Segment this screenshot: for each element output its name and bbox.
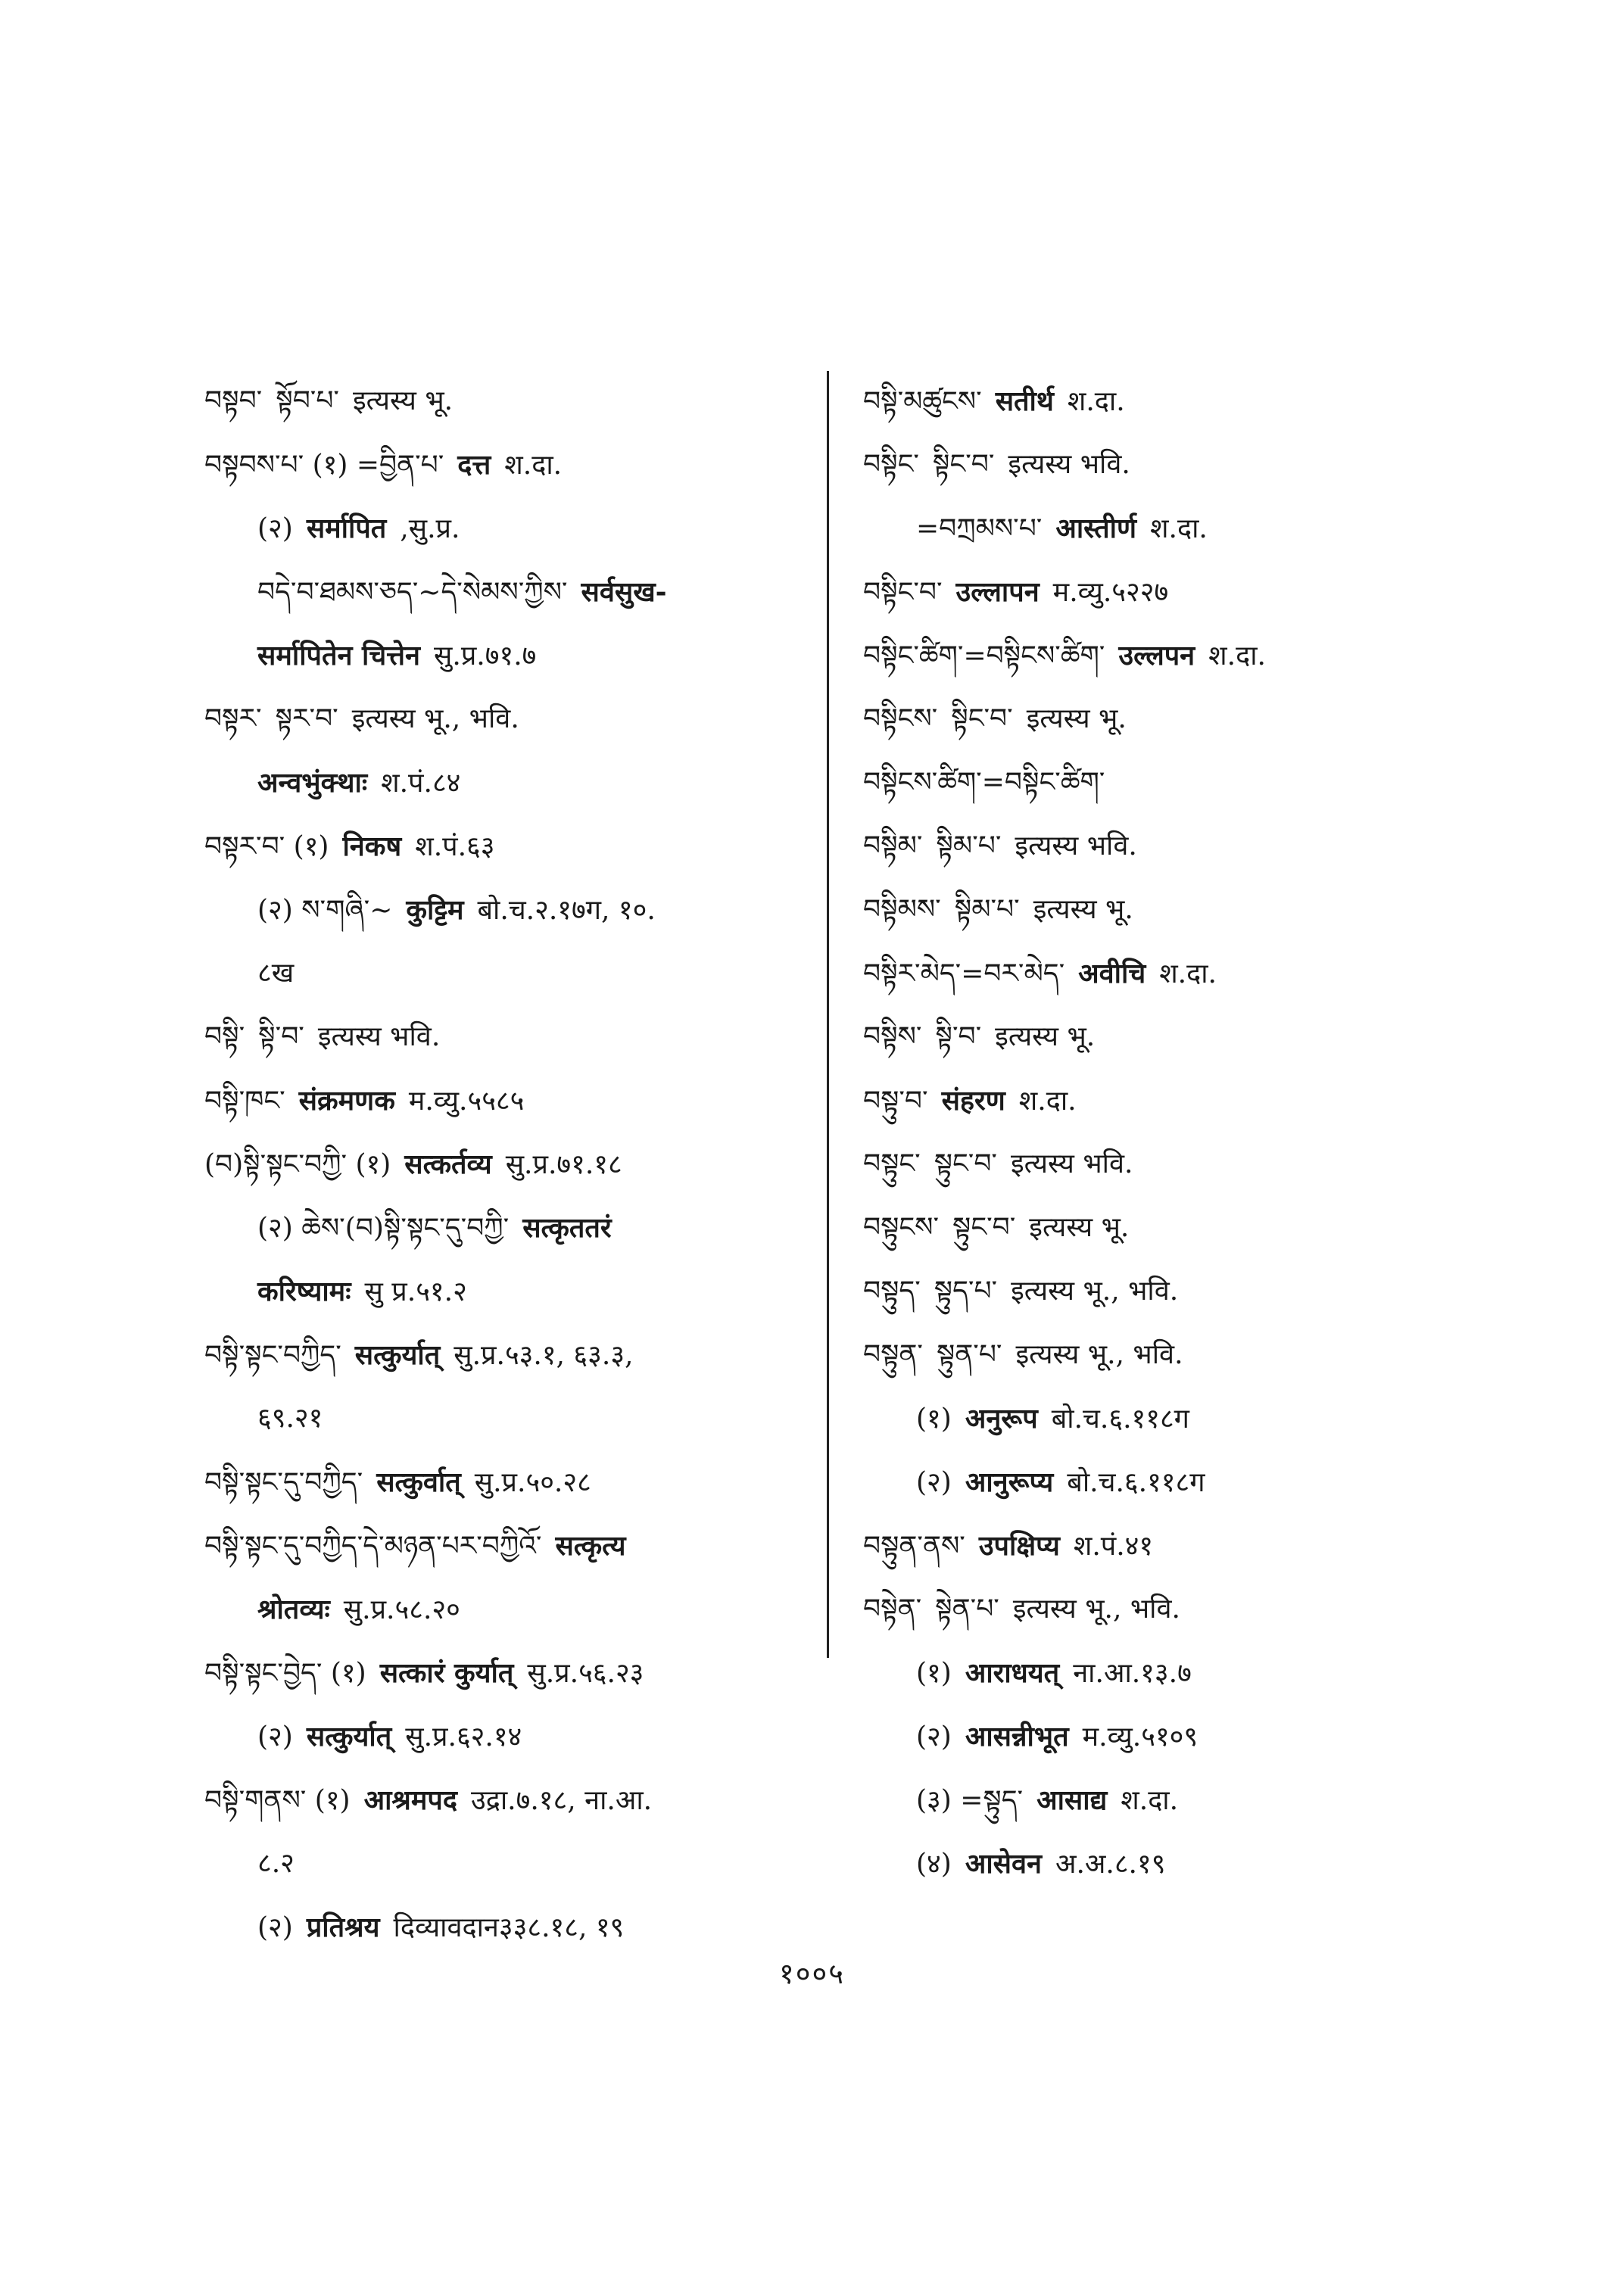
tibetan-headword: བསྟིང་བ་ (863, 577, 943, 608)
dictionary-entry (204, 1260, 825, 1323)
sanskrit-equivalent: सत्कृत्य (555, 1530, 626, 1562)
sanskrit-equivalent: उल्लापन (955, 576, 1040, 608)
dictionary-entry (863, 687, 1461, 751)
sanskrit-equivalent: सत्कुर्वात् (376, 1466, 461, 1498)
dictionary-entry (204, 560, 825, 624)
reference: बो.च.६.११८ग (1051, 1404, 1189, 1435)
reference: सु प्र.५१.२ (364, 1276, 467, 1307)
sanskrit-equivalent: आश्रमपद (363, 1784, 457, 1816)
reference: इत्यस्य भू., भवि. (1011, 1276, 1179, 1307)
sanskrit-equivalent: करिष्यामः (257, 1276, 351, 1307)
column-divider (827, 371, 829, 1658)
sanskrit-equivalent: आसाद्य (1036, 1784, 1108, 1816)
tibetan-root: སྟིང་བ་ (951, 703, 1013, 734)
dictionary-entry (204, 751, 825, 815)
dictionary-entry (204, 687, 825, 751)
dictionary-entry (863, 624, 1461, 687)
reference: इत्यस्य भू. (353, 385, 454, 416)
reference: उद्रा.७.१८, ना.आ. (470, 1785, 653, 1816)
sanskrit-equivalent: सत्कृततरं (522, 1212, 612, 1244)
tibetan-headword: བསྟི་སྟང་དུ་བཀྱིད་ (204, 1467, 363, 1498)
reference: इत्यस्य भू. (1033, 894, 1133, 925)
tibetan-root: སྟིམ་པ་ (954, 894, 1020, 925)
tibetan-headword: བསྟིམས་ (863, 894, 941, 925)
dictionary-entry (863, 751, 1461, 815)
tibetan-root: སྟུད་པ་ (934, 1276, 998, 1307)
dictionary-entry (204, 624, 825, 687)
reference: सु.प्र.७१.७ (434, 640, 537, 671)
tibetan-root: སྟིང་བ་ (932, 449, 995, 480)
dictionary-entry (204, 1896, 825, 1959)
dictionary-entry (863, 497, 1461, 560)
dictionary-entry (863, 1387, 1461, 1450)
sanskrit-equivalent: अवीचि (1078, 958, 1146, 989)
dictionary-entry (863, 1641, 1461, 1705)
reference: श.पं.८४ (381, 768, 461, 799)
reference: श.पं.६३ (415, 831, 495, 862)
dictionary-entry (863, 815, 1461, 878)
sanskrit-equivalent: सर्मापितेन चित्तेन (257, 640, 421, 671)
tibetan-headword: བསྟུང་ (863, 1148, 921, 1179)
reference: इत्यस्य भू. (995, 1021, 1096, 1052)
sanskrit-equivalent: आस्तीर्ण (1055, 512, 1137, 544)
tibetan-headword: (བ)སྟི་སྟང་བཀྱི་ (१) (204, 1149, 391, 1180)
dictionary-entry (863, 1514, 1461, 1578)
reference: बो.च.२.१७ग, १०. (477, 895, 656, 926)
reference: श.दा. (1018, 1086, 1077, 1117)
tibetan-headword: བསྟུན་ (863, 1339, 923, 1370)
tibetan-headword: བསྟི་སྟང་བཀྱིད་ (204, 1340, 341, 1371)
dictionary-entry (204, 1323, 825, 1387)
dictionary-entry (204, 942, 825, 1005)
reference: ८ख (257, 958, 295, 989)
reference: श.दा. (1150, 513, 1208, 544)
reference: ६९.२१ (257, 1403, 323, 1434)
tibetan-headword: བསྟིས་ (863, 1021, 922, 1052)
dictionary-entry (204, 1705, 825, 1768)
dictionary-entry (863, 1450, 1461, 1514)
sanskrit-equivalent: सत्कर्तव्य (404, 1148, 492, 1180)
dictionary-entry (204, 433, 825, 497)
tibetan-headword: བསྟུ་བ་ (863, 1086, 928, 1117)
dictionary-entry (204, 1387, 825, 1450)
reference: इत्यस्य भू. (1026, 703, 1127, 734)
reference: इत्यस्य भवि. (1011, 1148, 1133, 1179)
dictionary-entry (204, 878, 825, 942)
reference: श.पं.४१ (1073, 1531, 1154, 1562)
tibetan-headword: བསྟུན་ནས་ (863, 1531, 965, 1562)
tibetan-root: སྟེན་པ་ (935, 1594, 999, 1625)
dictionary-entry (863, 1132, 1461, 1196)
dictionary-entry (863, 942, 1461, 1005)
tibetan-headword: (१) (916, 1404, 952, 1435)
sanskrit-equivalent: उल्लपन (1118, 640, 1195, 671)
dictionary-entry (863, 1578, 1461, 1641)
reference: श.दा. (1121, 1785, 1179, 1816)
tibetan-root: སྟི་བ་ (258, 1021, 304, 1052)
reference: सु.प्र.५३.१, ६३.३, (454, 1340, 634, 1371)
dictionary-entry (204, 815, 825, 878)
tibetan-headword: བསྟར་ (204, 703, 262, 734)
dictionary-entry (204, 1768, 825, 1832)
reference: सु.प्र.५०.२८ (474, 1467, 591, 1498)
tibetan-headword: བསྟུད་ (863, 1276, 921, 1307)
tibetan-headword: བསྟིངས་ (863, 703, 938, 734)
sanskrit-equivalent: श्रोतव्यः (257, 1594, 330, 1625)
tibetan-headword: (२) (916, 1721, 952, 1752)
sanskrit-equivalent: अन्वभुंक्थाः (257, 767, 368, 799)
reference: श.दा. (1208, 640, 1266, 671)
reference: ८.२ (257, 1848, 295, 1879)
tibetan-headword: བསྟར་བ་ (१) (204, 831, 329, 862)
reference: म.व्यु.५२२७ (1052, 577, 1169, 608)
tibetan-headword: བསྟུངས་ (863, 1212, 940, 1243)
tibetan-headword: (१) (916, 1658, 952, 1689)
reference: म.व्यु.५५८५ (408, 1086, 525, 1117)
page-number: १००५ (778, 1957, 846, 1990)
tibetan-root: སྟུན་པ་ (936, 1339, 1002, 1370)
dictionary-entry (204, 1196, 825, 1260)
reference: श.दा. (1159, 958, 1217, 989)
reference: इत्यस्य भवि. (1008, 449, 1130, 480)
sanskrit-equivalent: संक्रमणक (298, 1085, 395, 1117)
reference: इत्यस्य भवि. (1015, 830, 1137, 861)
dictionary-entry (863, 1260, 1461, 1323)
right-column (863, 369, 1461, 1896)
tibetan-headword: =བཀྲམས་པ་ (916, 513, 1043, 544)
tibetan-headword: བསྟིར་མེད་=བར་མེད་ (863, 958, 1065, 989)
tibetan-headword: (४) (916, 1849, 952, 1880)
dictionary-entry (863, 1323, 1461, 1387)
tibetan-headword: (२) ས་གཞི་~ (257, 895, 393, 926)
reference: सु.प्र.५८.२० (343, 1594, 460, 1625)
tibetan-headword: བསྟིངས་ཚིག་=བསྟིང་ཚིག་ (863, 767, 1105, 798)
tibetan-headword: (२) (257, 1721, 293, 1752)
dictionary-entry (863, 1196, 1461, 1260)
dictionary-entry (204, 1514, 825, 1578)
dictionary-entry (863, 433, 1461, 497)
reference: म.व्यु.५१०९ (1082, 1721, 1199, 1752)
tibetan-root: སྟུང་བ་ (934, 1148, 997, 1179)
reference: इत्यस्य भवि. (317, 1021, 441, 1052)
tibetan-root: སྟོབ་པ་ (276, 385, 339, 416)
tibetan-headword: བསྟབས་པ་ (१) =བྱིན་པ་ (204, 450, 444, 481)
dictionary-entry (204, 1005, 825, 1069)
tibetan-headword: བསྟི་མཚུངས་ (863, 386, 982, 417)
sanskrit-equivalent: आराधयत् (965, 1657, 1060, 1689)
dictionary-entry (863, 1069, 1461, 1132)
tibetan-headword: བསྟབ་ (204, 385, 263, 416)
dictionary-entry (204, 369, 825, 433)
sanskrit-equivalent: आनुरूप्य (965, 1466, 1054, 1498)
reference: इत्यस्य भू., भवि. (351, 703, 519, 734)
dictionary-entry (863, 1005, 1461, 1069)
tibetan-headword: (२) ཆེས་(བ)སྟི་སྟང་དུ་བཀྱི་ (257, 1213, 510, 1244)
dictionary-entry (863, 1705, 1461, 1768)
sanskrit-equivalent: दत्त (457, 449, 491, 481)
sanskrit-equivalent: सर्वसुख- (581, 576, 667, 608)
tibetan-headword: བསྟི་སྟང་དུ་བཀྱིད་དེ་མཉན་པར་བཀྱིའོ་ (204, 1531, 542, 1562)
tibetan-root: སྟུང་བ་ (952, 1212, 1016, 1243)
tibetan-headword: བསྟི་སྟང་བྱེད་ (१) (204, 1658, 366, 1689)
dictionary-entry (204, 1578, 825, 1641)
dictionary-entry (204, 1450, 825, 1514)
tibetan-headword: བསྟེན་ (863, 1594, 922, 1625)
dictionary-entry (204, 1641, 825, 1705)
dictionary-entry (863, 1832, 1461, 1896)
reference: अ.अ.८.१९ (1055, 1849, 1166, 1880)
dictionary-entry (863, 369, 1461, 433)
reference: ,सु.प्र. (400, 513, 460, 544)
tibetan-headword: བསྟིང་ཚིག་=བསྟིངས་ཚིག་ (863, 640, 1105, 671)
reference: इत्यस्य भू., भवि. (1015, 1339, 1183, 1370)
sanskrit-equivalent: निकष (342, 830, 402, 862)
tibetan-headword: (२) (257, 1912, 293, 1943)
tibetan-root: སྟར་བ་ (275, 703, 338, 734)
sanskrit-equivalent: आसन्नीभूत (965, 1721, 1069, 1752)
reference: दिव्यावदान३३८.१८, १९ (393, 1912, 625, 1943)
dictionary-entry (204, 1132, 825, 1196)
sanskrit-equivalent: सत्कारं कुर्यात् (379, 1657, 514, 1689)
reference: इत्यस्य भू. (1029, 1212, 1130, 1243)
dictionary-entry (204, 1069, 825, 1132)
sanskrit-equivalent: सत्कुर्यात् (354, 1339, 441, 1371)
sanskrit-equivalent: आसेवन (965, 1848, 1042, 1880)
tibetan-headword: བསྟིང་ (863, 449, 919, 480)
dictionary-entry (204, 1832, 825, 1896)
reference: सु.प्र.७१.१८ (505, 1149, 622, 1180)
sanskrit-equivalent: सतीर्थ (995, 385, 1054, 417)
sanskrit-equivalent: संहरण (941, 1085, 1005, 1117)
tibetan-headword: བདེ་བ་ཐམས་ཅད་~དེ་སེམས་ཀྱིས་ (257, 577, 568, 608)
sanskrit-equivalent: सत्कुर्यात् (306, 1721, 392, 1752)
sanskrit-equivalent: सर्मापित (306, 512, 387, 544)
tibetan-headword: བསྟི་ (204, 1021, 245, 1052)
sanskrit-equivalent: अनुरूप (965, 1403, 1038, 1435)
reference: बो.च.६.११८ग (1067, 1467, 1205, 1498)
reference: ना.आ.१३.७ (1073, 1658, 1192, 1689)
dictionary-entry (863, 878, 1461, 942)
sanskrit-equivalent: उपक्षिप्य (978, 1530, 1060, 1562)
reference: सु.प्र.५६.२३ (527, 1658, 644, 1689)
tibetan-headword: བསྟི་གནས་ (१) (204, 1785, 351, 1816)
tibetan-headword: (३) =སྟུད་ (916, 1785, 1024, 1816)
sanskrit-equivalent: प्रतिश्रय (306, 1911, 380, 1943)
tibetan-headword: (२) (257, 513, 293, 544)
tibetan-headword: བསྟིམ་ (863, 830, 923, 861)
tibetan-headword: (२) (916, 1467, 952, 1498)
dictionary-entry (863, 560, 1461, 624)
tibetan-root: སྟིམ་པ་ (936, 830, 1002, 861)
dictionary-entry (204, 497, 825, 560)
sanskrit-equivalent: कुट्टिम (406, 894, 464, 926)
dictionary-entry (863, 1768, 1461, 1832)
tibetan-headword: བསྟི་ཁང་ (204, 1086, 285, 1117)
tibetan-root: སྟི་བ་ (935, 1021, 982, 1052)
reference: सु.प्र.६२.१४ (405, 1721, 522, 1752)
reference: श.दा. (1067, 386, 1125, 417)
reference: श.दा. (504, 450, 563, 481)
left-column (204, 369, 825, 1959)
reference: इत्यस्य भू., भवि. (1012, 1594, 1180, 1625)
